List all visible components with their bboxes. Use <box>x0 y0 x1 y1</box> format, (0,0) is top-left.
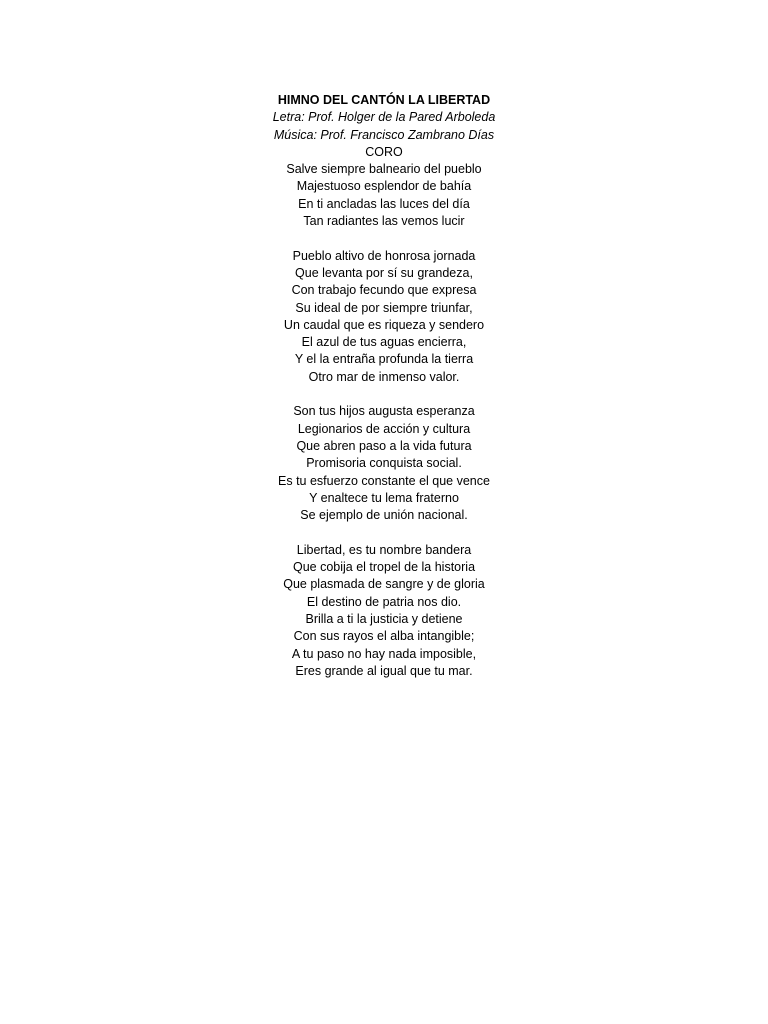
verse-line: Y enaltece tu lema fraterno <box>309 490 459 505</box>
hymn-title: HIMNO DEL CANTÓN LA LIBERTAD <box>277 93 491 107</box>
verse-line: A tu paso no hay nada imposible, <box>291 646 477 661</box>
verse-line: Se ejemplo de unión nacional. <box>300 508 468 523</box>
verse-line: Brilla a ti la justicia y detiene <box>305 611 463 626</box>
verse-line: Majestuoso esplendor de bahía <box>296 179 472 194</box>
stanza-1 <box>0 161 768 230</box>
verse-line: Y el la entraña profunda la tierra <box>294 352 474 367</box>
verse-line: Salve siempre balneario del pueblo <box>286 162 482 177</box>
stanza-2 <box>0 248 768 386</box>
verse-line: El azul de tus aguas encierra, <box>301 335 467 350</box>
verse-line: Eres grande al igual que tu mar. <box>295 663 473 678</box>
verse-line: Promisoria conquista social. <box>306 456 462 471</box>
stanza-3 <box>0 403 768 524</box>
verse-line: En ti ancladas las luces del día <box>298 196 470 211</box>
verse-line: Con sus rayos el alba intangible; <box>293 629 475 644</box>
verse-line: Que plasmada de sangre y de gloria <box>283 577 485 592</box>
verse-line: Legionarios de acción y cultura <box>297 421 471 436</box>
lyrics-credit: Letra: Prof. Holger de la Pared Arboleda <box>272 110 496 125</box>
verse-line: Que abren paso a la vida futura <box>296 438 472 453</box>
verse-line: Tan radiantes las vemos lucir <box>303 214 465 229</box>
stanza-4 <box>0 542 768 680</box>
verse-line: Que levanta por sí su grandeza, <box>295 265 473 280</box>
verse-line: Que cobija el tropel de la historia <box>292 560 476 575</box>
music-credit: Música: Prof. Francisco Zambrano Días <box>273 127 495 142</box>
verse-line: Con trabajo fecundo que expresa <box>291 283 477 298</box>
chorus-label: CORO <box>365 144 403 159</box>
verse-line: Su ideal de por siempre triunfar, <box>295 300 473 315</box>
document-page <box>0 92 768 680</box>
verse-line: Libertad, es tu nombre bandera <box>296 542 472 557</box>
verse-line: Un caudal que es riqueza y sendero <box>283 317 485 332</box>
verse-line: Pueblo altivo de honrosa jornada <box>292 248 476 263</box>
verse-line: El destino de patria nos dio. <box>306 594 462 609</box>
verse-line: Son tus hijos augusta esperanza <box>293 404 475 419</box>
verse-line: Otro mar de inmenso valor. <box>308 369 460 384</box>
verse-line: Es tu esfuerzo constante el que vence <box>278 473 490 488</box>
